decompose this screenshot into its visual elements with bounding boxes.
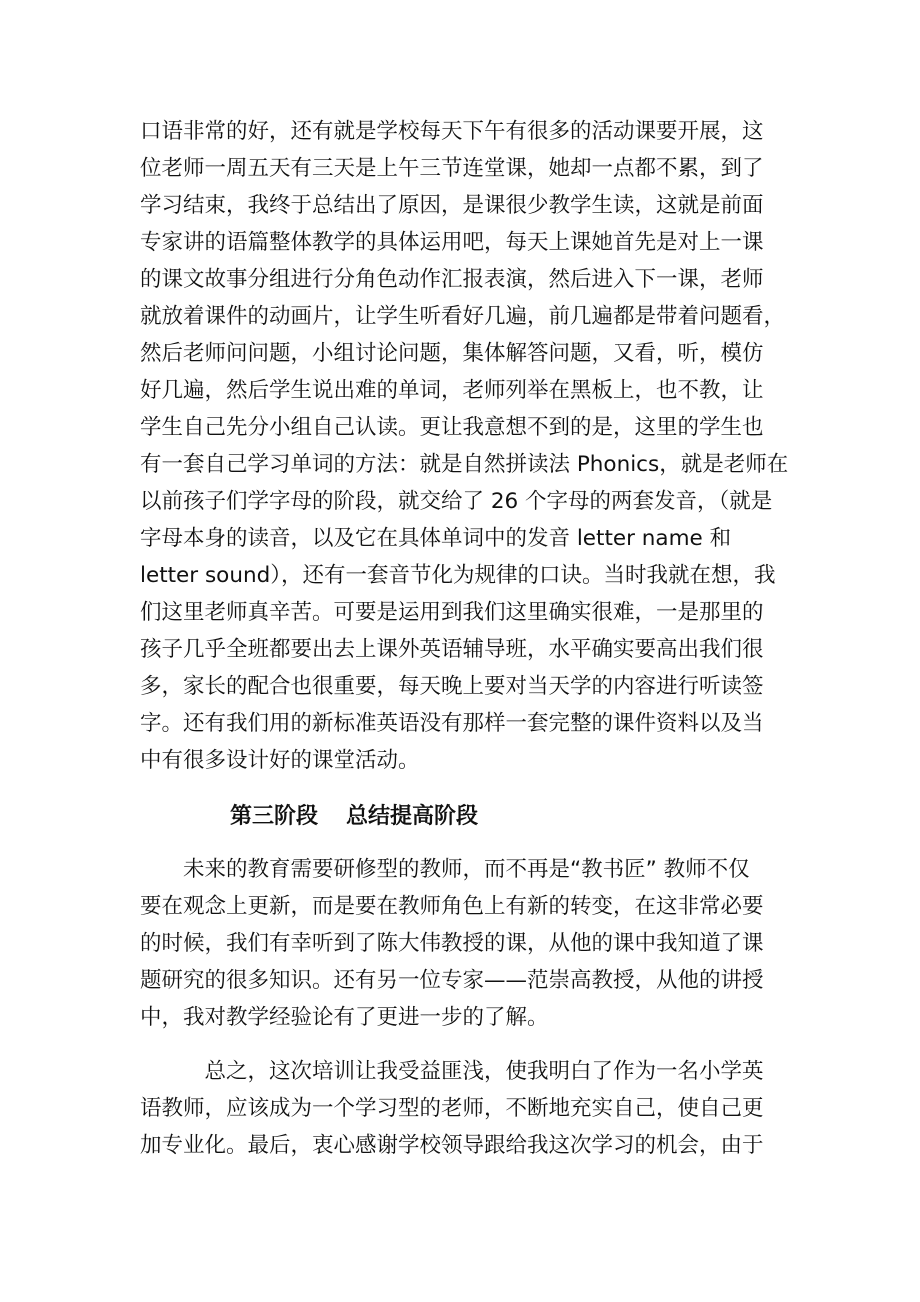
text-line: 未来的教育需要研修型的教师，而不再是“教书匠” 教师不仅 bbox=[140, 857, 750, 882]
text-line: 的时候，我们有幸听到了陈大伟教授的课，从他的课中我知道了课 bbox=[140, 931, 764, 956]
text-line: 口语非常的好，还有就是学校每天下午有很多的活动课要开展，这 bbox=[140, 119, 764, 144]
text-line: 学生自己先分小组自己认读。更让我意想不到的是，这里的学生也 bbox=[140, 415, 764, 440]
section-heading bbox=[230, 800, 478, 834]
text-line: 多，家长的配合也很重要，每天晚上要对当天学的内容进行听读签 bbox=[140, 674, 764, 699]
text-line: 位老师一周五天有三天是上午三节连堂课，她却一点都不累，到了 bbox=[140, 156, 764, 181]
section-heading-number: 第三阶段 bbox=[230, 804, 319, 829]
text-line: 然后老师问问题，小组讨论问题，集体解答问题，又看，听，模仿 bbox=[140, 341, 764, 366]
text-line: 中有很多设计好的课堂活动。 bbox=[140, 748, 420, 773]
paragraph-stage-three bbox=[140, 851, 820, 1036]
text-line: 们这里老师真辛苦。可要是运用到我们这里确实很难，一是那里的 bbox=[140, 600, 764, 625]
text-line: 专家讲的语篇整体教学的具体运用吧，每天上课她首先是对上一课 bbox=[140, 230, 764, 255]
text-line: 字母本身的读音，以及它在具体单词中的发音 letter name 和 bbox=[140, 526, 732, 551]
text-line: 有一套自己学习单词的方法：就是自然拼读法 Phonics，就是老师在 bbox=[140, 452, 789, 477]
text-line: 题研究的很多知识。还有另一位专家——范崇高教授，从他的讲授 bbox=[140, 968, 764, 993]
text-line: 的课文故事分组进行分角色动作汇报表演，然后进入下一课，老师 bbox=[140, 267, 764, 292]
text-line: 总之，这次培训让我受益匪浅，使我明白了作为一名小学英 bbox=[140, 1059, 764, 1084]
text-line: 语教师，应该成为一个学习型的老师，不断地充实自己，使自己更 bbox=[140, 1096, 764, 1121]
text-line: 孩子几乎全班都要出去上课外英语辅导班，水平确实要高出我们很 bbox=[140, 637, 764, 662]
paragraph-continued bbox=[140, 113, 820, 779]
paragraph-conclusion bbox=[140, 1053, 820, 1164]
text-line: 加专业化。最后，衷心感谢学校领导跟给我这次学习的机会，由于 bbox=[140, 1133, 764, 1158]
section-heading-title: 总结提高阶段 bbox=[346, 804, 479, 829]
text-line: 字。还有我们用的新标准英语没有那样一套完整的课件资料以及当 bbox=[140, 711, 764, 736]
text-line: 中，我对教学经验论有了更进一步的了解。 bbox=[140, 1005, 549, 1030]
text-line: 好几遍，然后学生说出难的单词，老师列举在黑板上，也不教，让 bbox=[140, 378, 764, 403]
text-line: 就放着课件的动画片，让学生听看好几遍，前几遍都是带着问题看， bbox=[140, 304, 786, 329]
text-line: 以前孩子们学字母的阶段，就交给了 26 个字母的两套发音，（就是 bbox=[140, 489, 773, 514]
text-line: 要在观念上更新，而是要在教师角色上有新的转变，在这非常必要 bbox=[140, 894, 764, 919]
text-line: letter sound），还有一套音节化为规律的口诀。当时我就在想，我 bbox=[140, 563, 776, 588]
text-line: 学习结束，我终于总结出了原因，是课很少教学生读，这就是前面 bbox=[140, 193, 764, 218]
